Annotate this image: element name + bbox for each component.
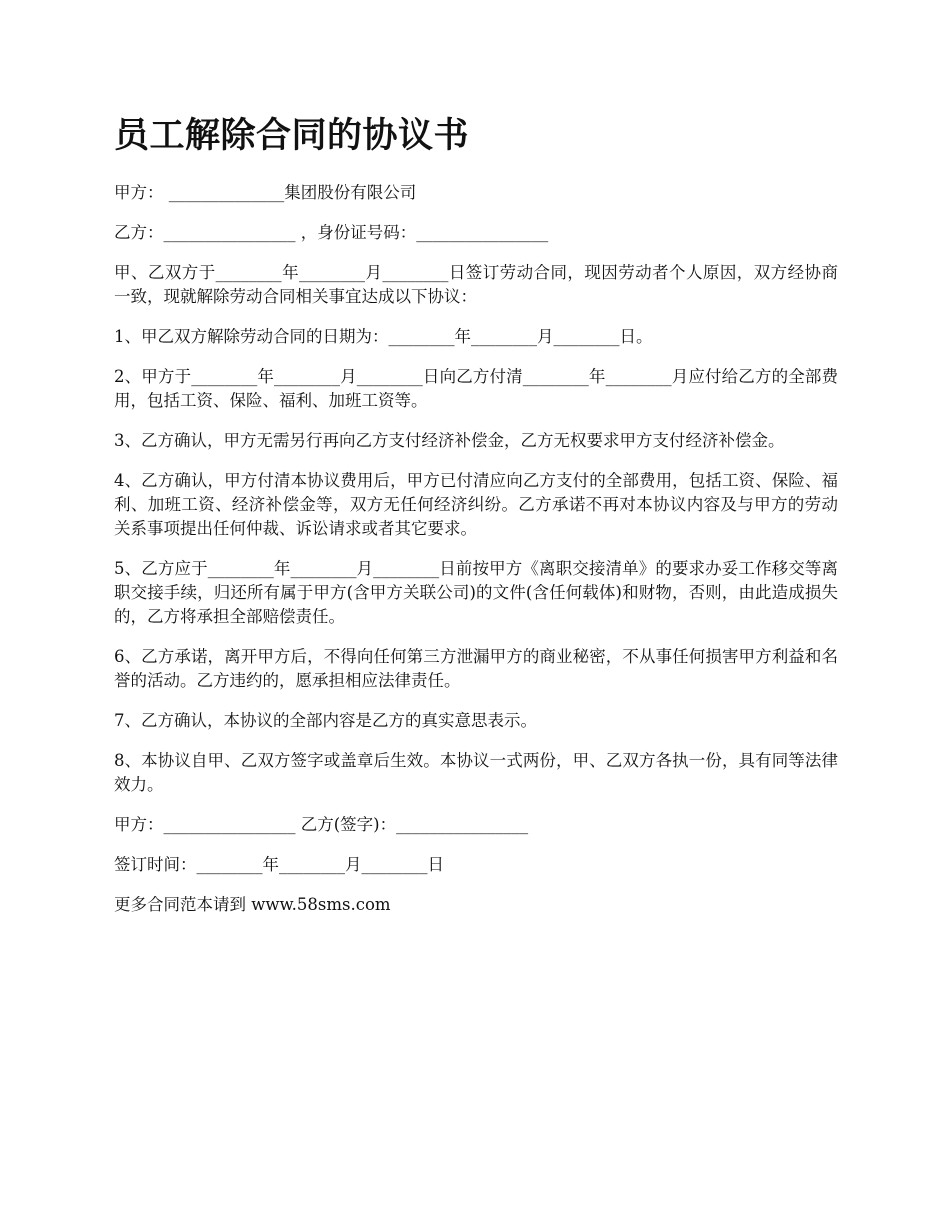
clause-1: 1、甲乙双方解除劳动合同的日期为：________年________月________日。 [114,327,653,346]
signature-line: 甲方：________________ 乙方(签字)：________________ [114,815,529,834]
clause-3: 3、乙方确认，甲方无需另行再向乙方支付经济补偿金，乙方无权要求甲方支付经济补偿金。 [114,431,785,450]
preamble-paragraph: 甲、乙双方于________年________月________日签订劳动合同，现因劳动者个人原因，双方经协商一致，现就解除劳动合同相关事宜达成以下协议： [114,263,838,306]
signing-date-line: 签订时间：________年________月________日 [114,855,444,874]
clause-7: 7、乙方确认，本协议的全部内容是乙方的真实意思表示。 [114,711,537,730]
document-page [114,112,838,933]
clause-2: 2、甲方于________年________月________日向乙方付清________年________月应付给乙方的全部费用，包括工资、保险、福利、加班工资等。 [114,367,838,410]
footer-note: 更多合同范本请到 www.58sms.com [114,895,391,914]
party-a-line: 甲方： ______________集团股份有限公司 [114,183,417,202]
party-b-line: 乙方：________________ ，身份证号码：________________ [114,223,549,242]
clause-5: 5、乙方应于________年________月________日前按甲方《离职交接清单》的要求办妥工作移交等离职交接手续，归还所有属于甲方(含甲方关联公司)的文件(含任何载体)和财物，否则，由此造成损失的，乙方将承担全部赔偿责任。 [114,559,838,626]
document-title: 员工解除合同的协议书 [114,115,470,156]
clause-4: 4、乙方确认，甲方付清本协议费用后，甲方已付清应向乙方支付的全部费用，包括工资、保险、福利、加班工资、经济补偿金等，双方无任何经济纠纷。乙方承诺不再对本协议内容及与甲方的劳动关系事项提出任何仲裁、诉讼请求或者其它要求。 [114,471,838,538]
clause-8: 8、本协议自甲、乙双方签字或盖章后生效。本协议一式两份，甲、乙双方各执一份，具有同等法律效力。 [114,751,838,794]
clause-6: 6、乙方承诺，离开甲方后，不得向任何第三方泄漏甲方的商业秘密，不从事任何损害甲方利益和名誉的活动。乙方违约的，愿承担相应法律责任。 [114,647,838,690]
